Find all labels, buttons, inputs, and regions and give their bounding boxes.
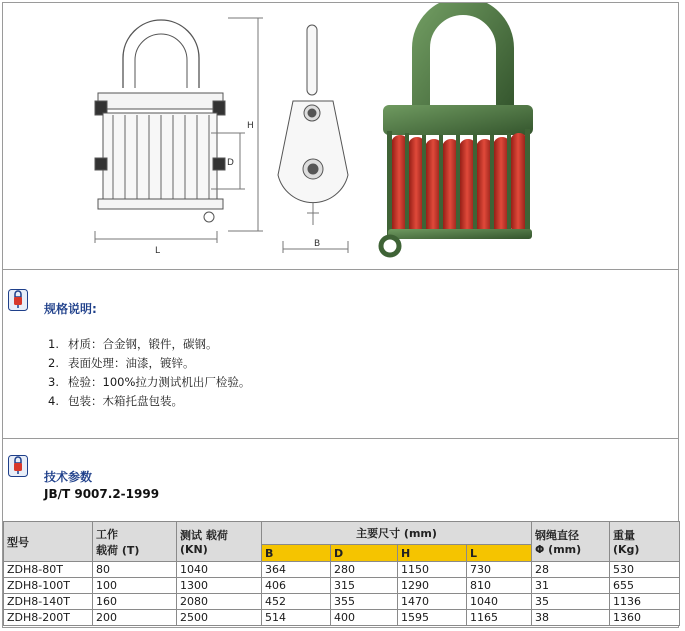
side-view-drawing bbox=[278, 25, 348, 253]
col-header-rope-diameter: 钢绳直径 Φ (mm) bbox=[532, 522, 610, 562]
col-header-model: 型号 bbox=[4, 522, 93, 562]
specs-title: 规格说明: bbox=[44, 302, 97, 316]
product-figure bbox=[3, 3, 678, 269]
table-row: ZDH8-200T 200 2500 514 400 1595 1165 38 1360 bbox=[4, 610, 680, 626]
dim-label-d: D bbox=[227, 158, 234, 168]
spec-item: 1. 材质：合金钢，锻件，碳钢。 bbox=[48, 337, 218, 351]
pulley-hook-icon bbox=[8, 289, 28, 311]
col-header-weight: 重量 (Kg) bbox=[610, 522, 680, 562]
col-header-d: D bbox=[331, 545, 398, 562]
col-header-load: 工作 载荷 (T) bbox=[93, 522, 177, 562]
spec-item: 4. 包装：木箱托盘包装。 bbox=[48, 394, 183, 408]
col-header-h: H bbox=[398, 545, 467, 562]
front-view-drawing bbox=[95, 18, 263, 243]
table-row: ZDH8-100T 100 1300 406 315 1290 810 31 655 bbox=[4, 578, 680, 594]
table-row: ZDH8-80T 80 1040 364 280 1150 730 28 530 bbox=[4, 562, 680, 578]
spec-item: 3. 检验：100%拉力测试机出厂检验。 bbox=[48, 375, 251, 389]
dim-label-b: B bbox=[314, 239, 321, 249]
pulley-hook-icon bbox=[8, 455, 28, 477]
dim-label-l: L bbox=[155, 246, 161, 256]
divider bbox=[2, 269, 679, 270]
col-header-l: L bbox=[467, 545, 532, 562]
col-header-b: B bbox=[262, 545, 331, 562]
col-header-test-load: 测试 载荷 (KN) bbox=[177, 522, 262, 562]
params-table bbox=[3, 521, 680, 626]
pulley-block-photo bbox=[381, 6, 533, 255]
spec-item: 2. 表面处理：油漆，镀锌。 bbox=[48, 356, 195, 370]
dim-label-h: H bbox=[247, 121, 254, 131]
divider bbox=[2, 438, 679, 439]
specs-list bbox=[48, 335, 250, 411]
standard-code: JB/T 9007.2-1999 bbox=[44, 487, 160, 501]
params-title: 技术参数 bbox=[44, 470, 93, 484]
col-header-dimensions: 主要尺寸 (mm) bbox=[262, 522, 532, 545]
table-row: ZDH8-140T 160 2080 452 355 1470 1040 35 1136 bbox=[4, 594, 680, 610]
